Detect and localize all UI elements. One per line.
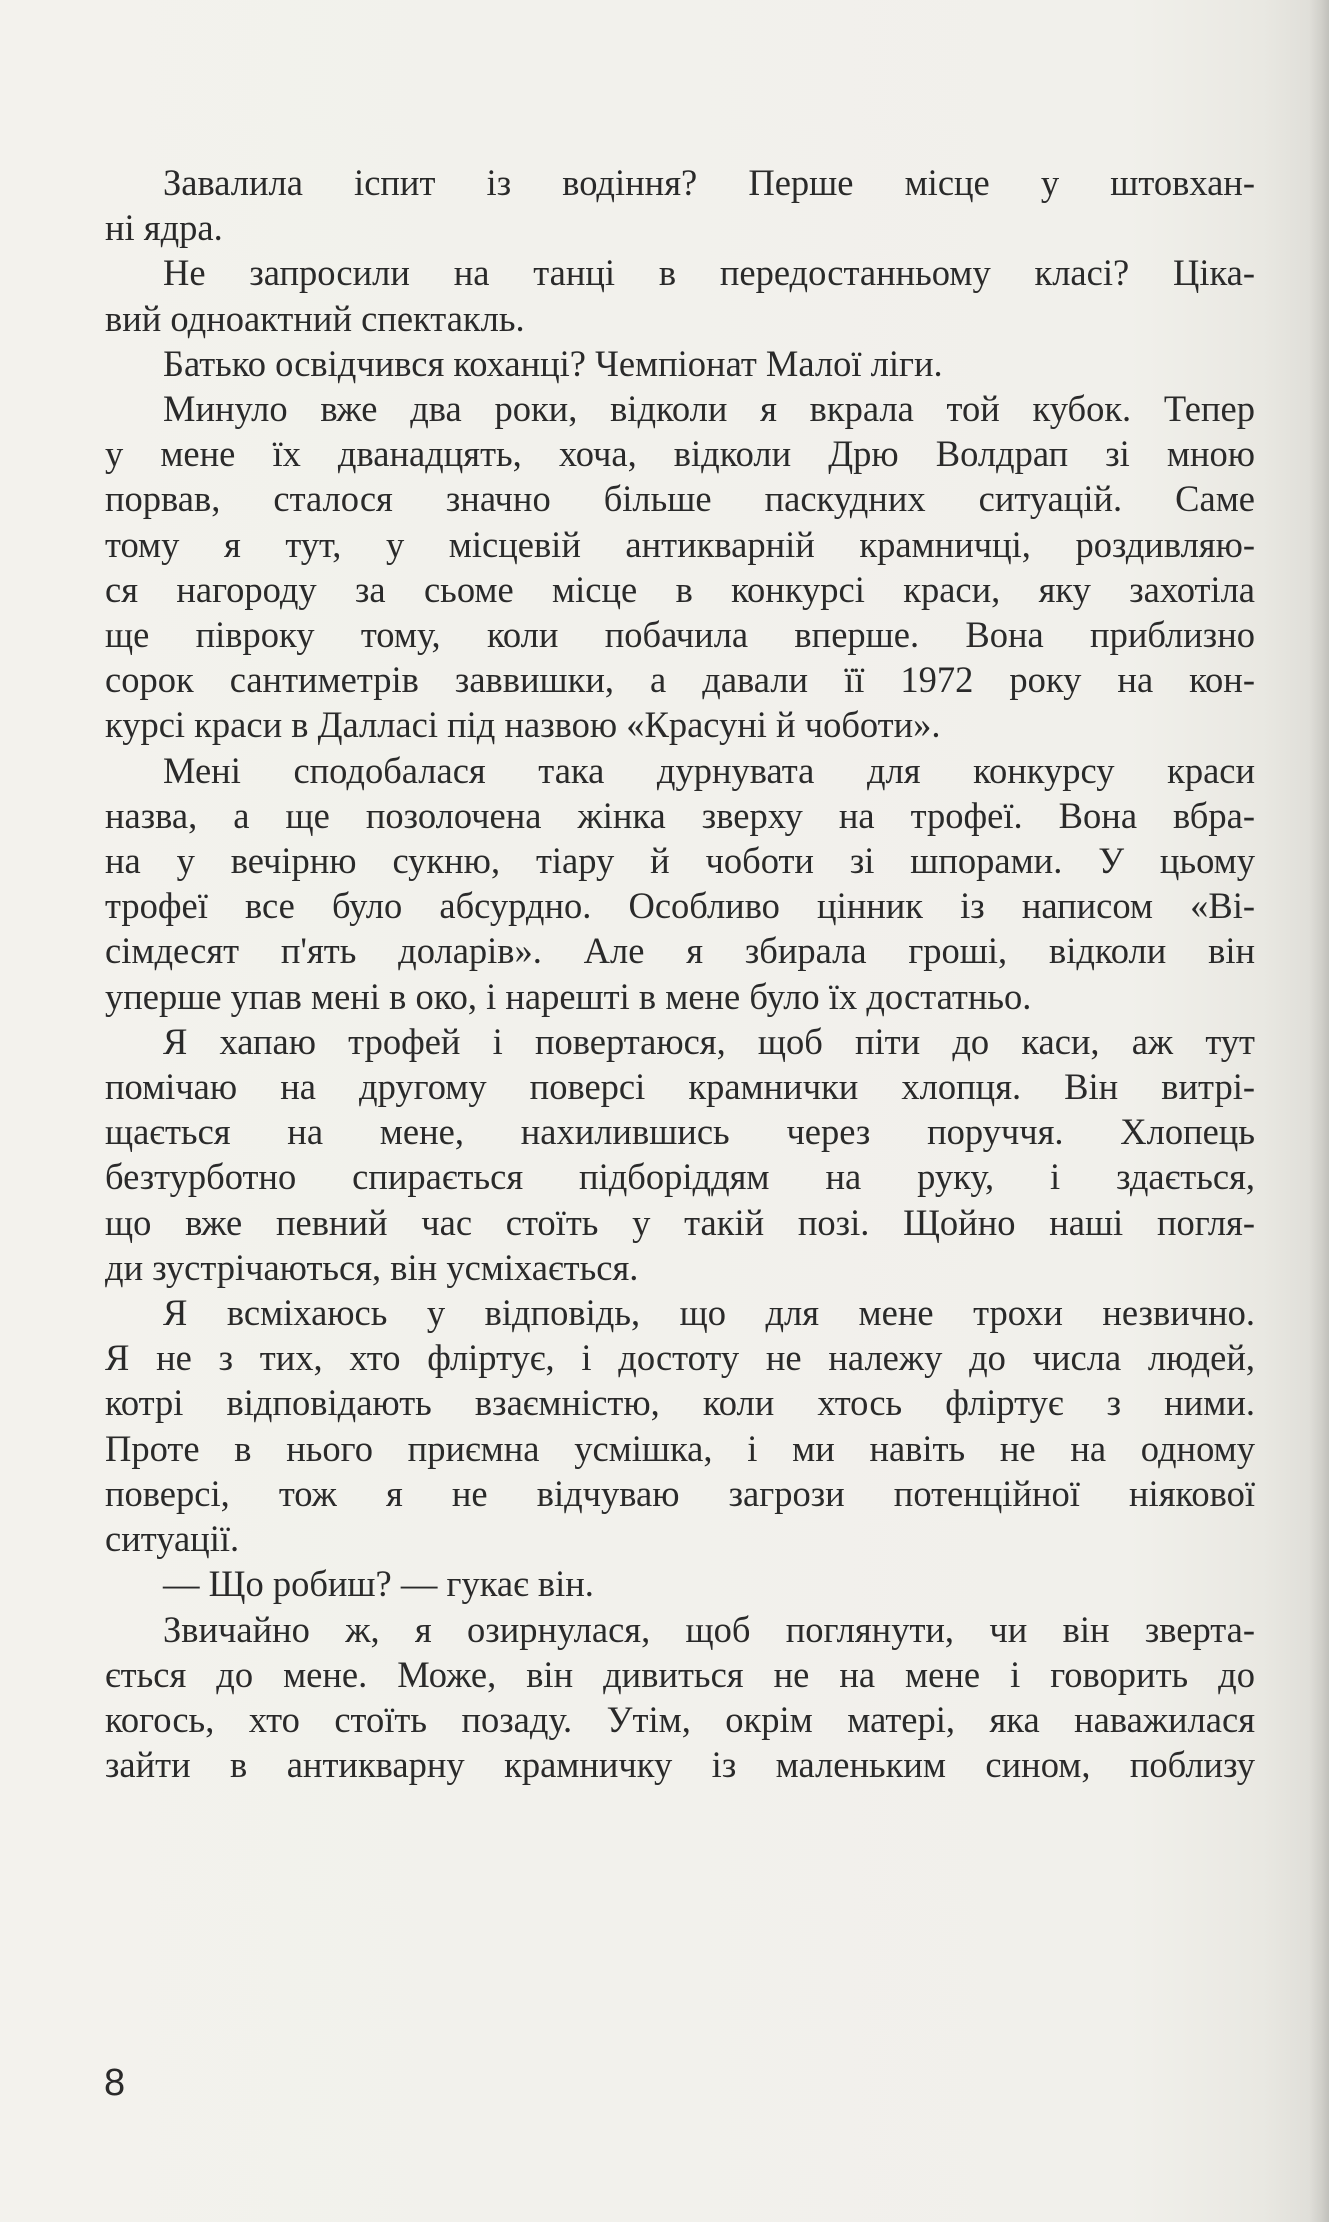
paragraph <box>105 386 1255 748</box>
page-number: 8 <box>104 2062 126 2104</box>
paragraph <box>105 160 1255 250</box>
text-line: на у вечірню сукню, тіару й чоботи зі шпорами. У цьому <box>105 840 1255 882</box>
text-line: ди зустрічаються, він усміхається. <box>105 1246 639 1288</box>
text-line: у мене їх дванадцять, хоча, відколи Дрю Волдрап зі мною <box>105 433 1255 475</box>
text-line: сімдесят п'ять доларів». Але я збирала гроші, відколи він <box>105 930 1255 972</box>
text-line: назва, а ще позолочена жінка зверху на трофеї. Вона вбра- <box>105 794 1255 836</box>
paragraph <box>105 341 1255 386</box>
text-line: трофеї все було абсурдно. Особливо цінник із написом «Ві- <box>105 885 1255 927</box>
text-line: безтурботно спирається підборіддям на руку, і здається, <box>105 1156 1255 1198</box>
text-line: ситуації. <box>105 1518 240 1560</box>
text-line: Я не з тих, хто фліртує, і достоту не належу до числа людей, <box>105 1337 1255 1379</box>
text-line: котрі відповідають взаємністю, коли хтось фліртує з ними. <box>105 1382 1255 1424</box>
paragraph <box>105 1561 1255 1606</box>
text-line: Звичайно ж, я озирнулася, щоб поглянути, чи він зверта- <box>163 1608 1255 1650</box>
text-line: зайти в антикварну крамничку із маленьким сином, поблизу <box>105 1744 1255 1786</box>
text-line: тому я тут, у місцевій антикварній крамничці, роздивляю- <box>105 523 1255 565</box>
paragraph <box>105 1019 1255 1290</box>
text-line: Не запросили на танці в передостанньому класі? Ціка- <box>163 252 1255 294</box>
text-line: щається на мене, нахилившись через поруччя. Хлопець <box>105 1111 1255 1153</box>
text-line: порвав, сталося значно більше паскудних ситуацій. Саме <box>105 478 1255 520</box>
text-line: Я хапаю трофей і повертаюся, щоб піти до каси, аж тут <box>163 1020 1255 1062</box>
text-line: Я всміхаюсь у відповідь, що для мене трохи незвично. <box>163 1292 1255 1334</box>
text-line: уперше упав мені в око, і нарешті в мене було їх достатньо. <box>105 975 1032 1017</box>
text-line: вий одноактний спектакль. <box>105 297 525 339</box>
text-line: що вже певний час стоїть у такій позі. Щойно наші погля- <box>105 1201 1255 1243</box>
text-line: Батько освідчився коханці? Чемпіонат Малої ліги. <box>163 342 943 384</box>
paragraph <box>105 250 1255 340</box>
paragraph <box>105 1607 1255 1788</box>
page-edge-shadow <box>1309 0 1329 2222</box>
text-line: когось, хто стоїть позаду. Утім, окрім матері, яка наважилася <box>105 1698 1255 1740</box>
paragraph <box>105 748 1255 1019</box>
text-line: Проте в нього приємна усмішка, і ми навіть не на одному <box>105 1427 1255 1469</box>
text-line: — Що робиш? — гукає він. <box>163 1563 594 1605</box>
text-line: помічаю на другому поверсі крамнички хлопця. Він витрі- <box>105 1066 1255 1108</box>
text-line: ється до мене. Може, він дивиться не на мене і говорить до <box>105 1653 1255 1695</box>
text-line: ні ядра. <box>105 207 223 249</box>
text-line: поверсі, тож я не відчуваю загрози потенційної ніякової <box>105 1472 1255 1514</box>
text-line: Завалила іспит із водіння? Перше місце у штовхан- <box>163 162 1255 203</box>
text-line: сорок сантиметрів заввишки, а давали її 1972 року на кон- <box>105 659 1255 701</box>
text-line: курсі краси в Далласі під назвою «Красуні й чоботи». <box>105 704 941 746</box>
paragraph <box>105 1290 1255 1561</box>
text-line: ще півроку тому, коли побачила вперше. Вона приблизно <box>105 614 1255 656</box>
body-text <box>105 160 1255 1787</box>
text-line: Мені сподобалася така дурнувата для конкурсу краси <box>163 749 1255 791</box>
text-line: Минуло вже два роки, відколи я вкрала той кубок. Тепер <box>163 388 1255 430</box>
text-line: ся нагороду за сьоме місце в конкурсі краси, яку захотіла <box>105 568 1255 610</box>
